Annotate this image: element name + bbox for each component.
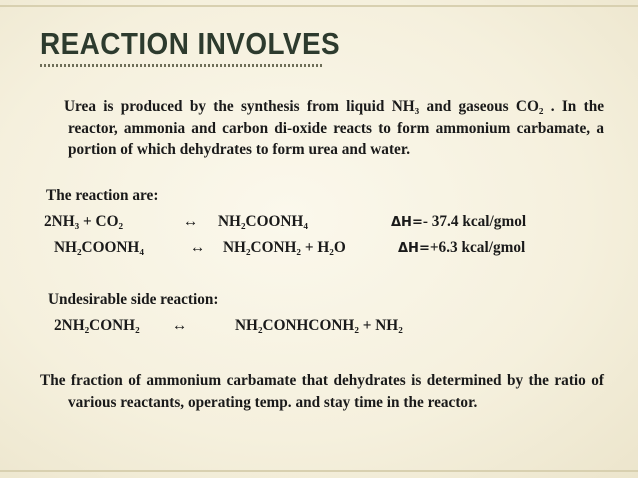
title-underline [40,64,322,67]
reactions-heading: The reaction are: [46,187,159,204]
reaction1-arrow: ↔ [183,213,199,230]
conclusion-paragraph [40,370,604,414]
slide-title: REACTION INVOLVES [40,26,341,61]
conclusion-text: The fraction of ammonium carbamate that dehydrates is determined by the ratio of various reactants, operating temp. and stay time in the reactor. [40,372,604,411]
reaction2-reactants: NH₂COONH₄ [54,239,144,256]
reaction2-enthalpy [398,237,525,259]
reaction1-product: NH₂COONH₄ [218,213,308,230]
side-reaction-heading: Undesirable side reaction: [48,291,219,308]
top-rule [0,5,638,7]
reaction2-arrow: ↔ [190,239,206,256]
side-reaction-reactants: 2NH₂CONH₂ [54,317,140,334]
bottom-rule [0,470,638,472]
reaction1-reactants: 2NH₃ + CO₂ [44,213,124,230]
reaction1-dh-value: - 37.4 kcal/gmol [422,213,527,230]
side-reaction-arrow: ↔ [172,317,188,334]
reaction2-product: NH₂CONH₂ + H₂O [223,239,346,256]
side-reaction-products: NH₂CONHCONH₂ + NH₂ [235,317,403,334]
reaction1-enthalpy [391,211,526,233]
intro-paragraph [56,96,604,161]
reaction1-dh-label: ΔH= [391,215,423,230]
intro-text: Urea is produced by the synthesis from liquid NH₃ and gaseous CO₂ . In the reactor, ammonia and carbon di-oxide reacts to form ammonium carbamate, a portion of which dehydrates to form urea and water. [64,98,604,158]
reaction2-dh-label: ΔH= [398,241,430,256]
reaction2-dh-value: +6.3 kcal/gmol [429,239,526,256]
